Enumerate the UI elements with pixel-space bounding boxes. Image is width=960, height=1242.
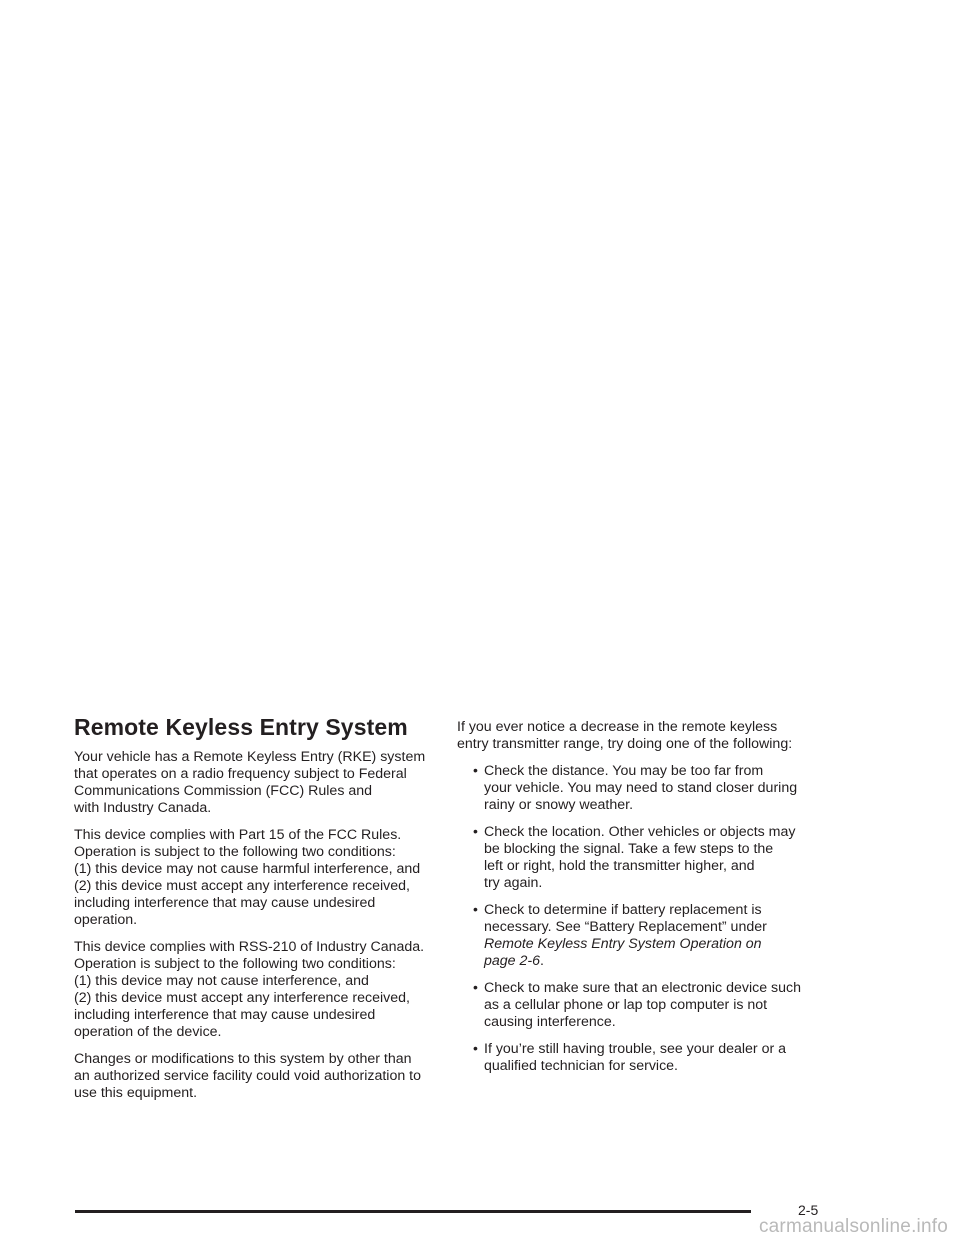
text-line: causing interference. [484,1014,616,1030]
cross-reference-page-link[interactable]: page 2-6 [484,953,541,969]
text-line: qualified technician for service. [484,1058,678,1074]
page-number: 2-5 [798,1202,819,1218]
text-line: operation. [74,912,138,928]
text-line: Communications Commission (FCC) Rules and [74,783,373,799]
paragraph-industry-canada [74,939,444,1041]
text-line: Your vehicle has a Remote Keyless Entry (RKE) system [74,749,426,765]
text-line: Operation is subject to the following two conditions: [74,956,396,972]
watermark-text: carmanualsonline.info [758,1216,948,1237]
troubleshooting-list [457,763,829,1075]
text-line: an authorized service facility could void authorization to [74,1068,421,1084]
paragraph-rke-intro [74,749,444,817]
cross-reference-link[interactable]: Remote Keyless Entry System Operation on [484,936,762,952]
right-column [457,719,829,1085]
text-line: as a cellular phone or lap top computer is not [484,997,768,1013]
bullet-icon: • [473,1040,478,1056]
bullet-icon: • [473,762,478,778]
paragraph-modifications-warning [74,1051,444,1102]
list-item [457,902,829,970]
section-title: Remote Keyless Entry System [74,714,408,740]
text-line: This device complies with Part 15 of the FCC Rules. [74,827,402,843]
bullet-icon: • [473,979,478,995]
bullet-icon: • [473,901,478,917]
text-line: that operates on a radio frequency subject to Federal [74,766,407,782]
text-line: If you’re still having trouble, see your dealer or a [484,1041,787,1057]
cross-reference-line [484,936,829,953]
text-line: (2) this device must accept any interference received, [74,990,410,1006]
list-item [457,1041,829,1075]
text-line: Check the distance. You may be too far from [484,763,764,779]
list-item [457,763,829,814]
text-line: including interference that may cause undesired [74,895,376,911]
text-line: with Industry Canada. [74,800,212,816]
footer-rule [75,1210,751,1213]
text-line: Check to make sure that an electronic device such [484,980,802,996]
text-line: operation of the device. [74,1024,222,1040]
text-line: try again. [484,875,543,891]
cross-reference-period: . [540,953,544,969]
list-item [457,824,829,892]
paragraph-fcc-compliance [74,827,444,929]
text-line: Operation is subject to the following two conditions: [74,844,396,860]
text-line: including interference that may cause undesired [74,1007,376,1023]
text-line: Check to determine if battery replacement is [484,902,762,918]
bullet-icon: • [473,823,478,839]
text-line: use this equipment. [74,1085,198,1101]
text-line: your vehicle. You may need to stand closer during [484,780,798,796]
text-line: If you ever notice a decrease in the remote keyless [457,719,778,735]
paragraph-range-intro [457,719,829,753]
text-line: (1) this device may not cause interference, and [74,973,369,989]
text-line: entry transmitter range, try doing one of the following: [457,736,793,752]
text-line: necessary. See “Battery Replacement” under [484,919,767,935]
text-line: This device complies with RSS-210 of Industry Canada. [74,939,425,955]
text-line: (2) this device must accept any interference received, [74,878,410,894]
text-line: left or right, hold the transmitter higher, and [484,858,755,874]
list-item [457,980,829,1031]
text-line: be blocking the signal. Take a few steps to the [484,841,774,857]
cross-reference-line [484,953,829,970]
left-column [74,749,444,1112]
text-line: (1) this device may not cause harmful interference, and [74,861,421,877]
text-line: rainy or snowy weather. [484,797,634,813]
text-line: Check the location. Other vehicles or objects may [484,824,796,840]
text-line: Changes or modifications to this system by other than [74,1051,412,1067]
